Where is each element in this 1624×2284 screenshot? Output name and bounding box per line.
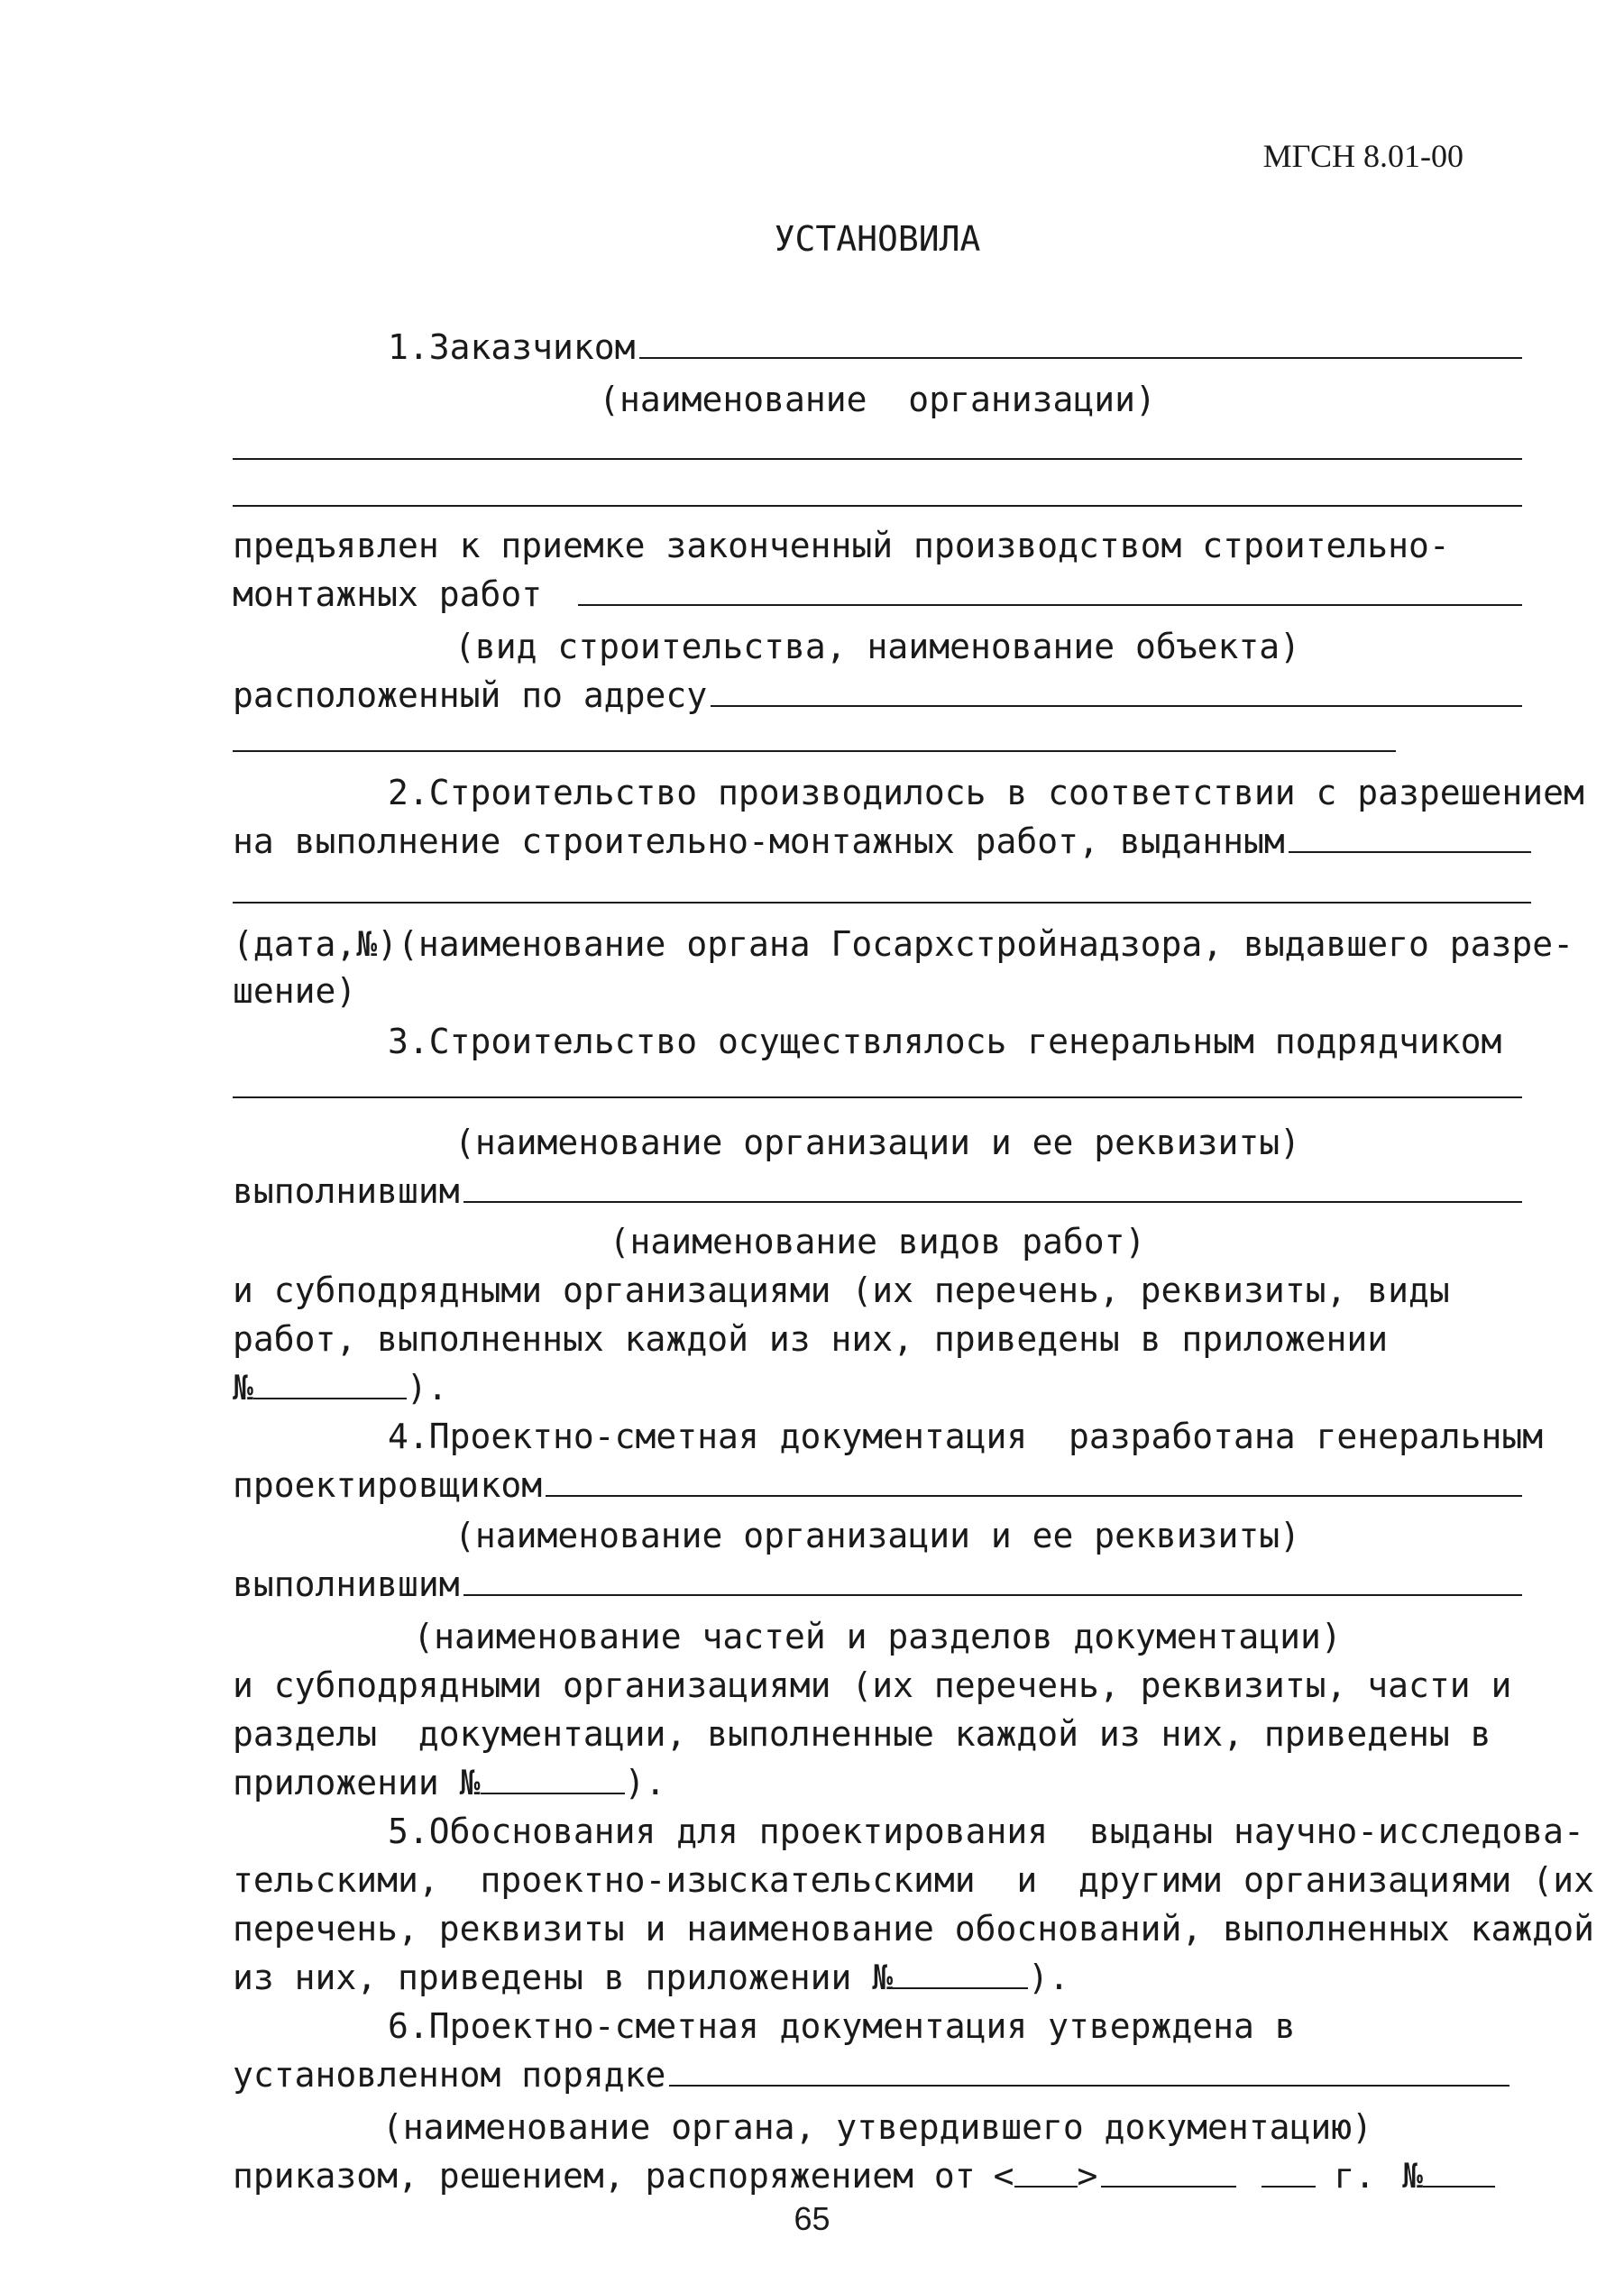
appendix-number-blank[interactable] [481,1793,625,1794]
day-blank[interactable] [1014,2186,1078,2188]
s3-caption2: (наименование видов работ) [609,1222,1146,1261]
month-blank[interactable] [1101,2186,1236,2188]
s1-line2 [233,568,1522,614]
s3-line2: и субподрядными организациями (их перечень, реквизиты, виды [233,1270,1450,1310]
s6-year-label: г. [1334,2156,1376,2196]
s4-close: ). [624,1763,666,1802]
s4-line3: и субподрядными организациями (их перечень, реквизиты, части и [233,1665,1512,1705]
s1-line1: предъявлен к приемке законченный производством строительно- [233,526,1450,565]
s4-performed-line [233,1558,1522,1604]
s5-line1: 5.Обоснования для проектирования выданы научно-исследова- [388,1812,1584,1851]
s2-caption2: шение) [233,971,357,1011]
s6-order-label: установленном порядке [233,2055,666,2095]
blank-rule[interactable] [233,458,1522,460]
s1-caption: (наименование организации) [599,380,1156,419]
page-number: 65 [794,2200,830,2237]
document-code: МГСН 8.01-00 [1262,138,1463,174]
s4-appendix-line [233,1757,1522,1800]
blank-rule[interactable] [233,902,1531,904]
s5-line3: перечень, реквизиты и наименование обоснований, выполненных каждой [233,1909,1594,1949]
s2-caption1: (дата,№)(наименование органа Госархстройнадзора, выдавшего разре- [233,924,1574,964]
blank-rule[interactable] [233,505,1522,507]
s5-appendix-line [233,1951,1522,1995]
s5-close: ). [1028,1958,1069,1997]
s6-no-label: № [1402,2156,1424,2196]
s1-address-line [233,669,1522,715]
s1-label: 1.Заказчиком [388,327,636,367]
order-number-blank[interactable] [1423,2186,1495,2188]
appendix-number-blank[interactable] [253,1398,407,1399]
blank-rule[interactable] [233,750,1396,752]
s6-line1: 6.Проектно-сметная документация утверждена в [388,2006,1296,2046]
s4-line4: разделы документации, выполненные каждой из них, приведены в [233,1714,1491,1754]
s6-line2 [233,2049,1509,2095]
s4-line2 [233,1459,1522,1505]
s4-caption1: (наименование организации и ее реквизиты) [454,1516,1300,1555]
designer-blank[interactable] [546,1495,1522,1497]
s3-performed-label: выполнившим [233,1171,460,1211]
section-title: УСТАНОВИЛА [774,219,981,259]
s3-caption1: (наименование организации и ее реквизиты) [454,1123,1300,1162]
doc-parts-blank[interactable] [463,1594,1522,1596]
s6-order-line [233,2150,1522,2196]
s3-no-label: № [233,1368,253,1408]
s4-performed-label: выполнившим [233,1564,460,1604]
appendix-number-blank[interactable] [893,1987,1028,1989]
s3-line1: 3.Строительство осуществлялось генеральным подрядчиком [388,1022,1502,1061]
s3-close: ). [406,1368,448,1408]
s1-caption2: (вид строительства, наименование объекта) [454,627,1300,666]
s3-line3: работ, выполненных каждой из них, приведены в приложении [233,1319,1389,1359]
s5-line2: тельскими, проектно-изыскательскими и другими организациями (их [233,1860,1594,1900]
works-blank[interactable] [463,1201,1522,1203]
s2-line2-text: на выполнение строительно-монтажных работ, выданным [233,821,1285,861]
s4-line1: 4.Проектно-сметная документация разработана генеральным [388,1417,1544,1456]
s6-order-text: приказом, решением, распоряжением от [233,2156,976,2196]
customer-blank[interactable] [639,357,1522,359]
s3-performed-line [233,1165,1522,1211]
s1-customer-line [233,321,1522,367]
approver-blank[interactable] [669,2085,1509,2087]
s2-line1: 2.Строительство производилось в соответствии с разрешением [388,773,1584,812]
year-blank[interactable] [1262,2186,1316,2188]
address-blank[interactable] [711,705,1522,707]
permit-blank[interactable] [1289,851,1531,853]
object-blank[interactable] [578,604,1522,606]
s1-address-label: расположенный по адресу [233,675,708,715]
s4-designer-label: проектировщиком [233,1465,543,1505]
blank-rule[interactable] [233,1096,1522,1098]
s1-line2-text: монтажных работ [233,574,543,614]
s4-caption2: (наименование частей и разделов документации) [413,1617,1342,1656]
s6-lt: < [993,2156,1014,2196]
s2-line2 [233,815,1531,861]
s6-gt: > [1077,2156,1098,2196]
s5-line4-text: из них, приведены в приложении № [233,1958,894,1997]
s4-appendix-label: приложении № [233,1763,481,1802]
s6-caption: (наименование органа, утвердившего документацию) [381,2107,1373,2147]
s3-appendix-line [233,1362,1522,1408]
